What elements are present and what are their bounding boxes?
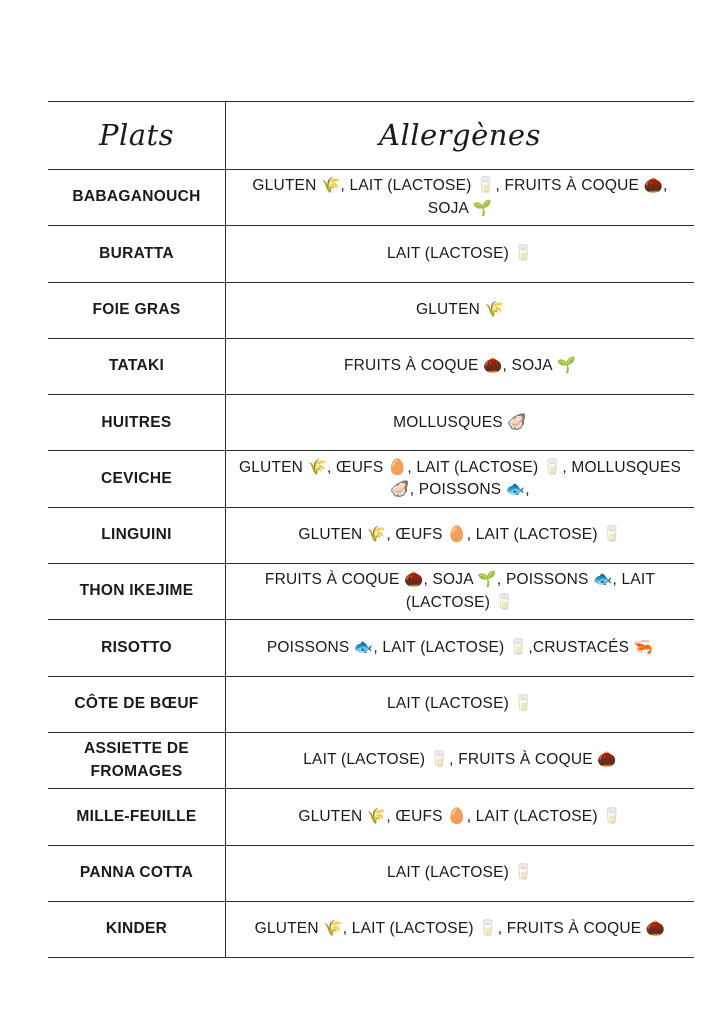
table-row <box>48 451 694 507</box>
allergen-list: LAIT (LACTOSE) 🥛 <box>387 244 533 262</box>
table-row <box>48 846 694 902</box>
dish-name: CEVICHE <box>48 451 226 506</box>
table-row <box>48 395 694 451</box>
allergen-list: POISSONS 🐟, LAIT (LACTOSE) 🥛,CRUSTACÉS 🦐 <box>266 638 654 656</box>
allergen-list: GLUTEN 🌾, LAIT (LACTOSE) 🥛, FRUITS À COQUE 🌰, SOJA 🌱 <box>252 177 668 217</box>
dish-name: BURATTA <box>48 226 226 281</box>
dish-name: CÔTE DE BŒUF <box>48 677 226 732</box>
dish-name: RISOTTO <box>48 620 226 675</box>
dish-name: LINGUINI <box>48 508 226 563</box>
table-row <box>48 226 694 282</box>
allergen-list: LAIT (LACTOSE) 🥛 <box>387 863 533 881</box>
dish-name: MILLE-FEUILLE <box>48 789 226 844</box>
table-row <box>48 620 694 676</box>
table-row <box>48 902 694 958</box>
allergen-list: FRUITS À COQUE 🌰, SOJA 🌱, POISSONS 🐟, LAIT (LACTOSE) 🥛 <box>264 571 656 611</box>
allergen-list: FRUITS À COQUE 🌰, SOJA 🌱 <box>343 357 576 375</box>
dish-name: BABAGANOUCH <box>48 170 226 225</box>
dish-name: FOIE GRAS <box>48 283 226 338</box>
table-header <box>48 102 694 170</box>
table-row <box>48 170 694 226</box>
table-row <box>48 564 694 620</box>
allergen-list: GLUTEN 🌾 <box>415 301 505 318</box>
allergen-list: LAIT (LACTOSE) 🥛, FRUITS À COQUE 🌰 <box>303 751 617 769</box>
allergen-list: GLUTEN 🌾, ŒUFS 🥚, LAIT (LACTOSE) 🥛 <box>298 807 622 825</box>
header-allergens: Allergènes <box>379 118 541 153</box>
dish-name: ASSIETTE DE FROMAGES <box>48 733 226 788</box>
dish-name: HUITRES <box>48 395 226 450</box>
table-row <box>48 508 694 564</box>
table-row <box>48 339 694 395</box>
dish-name: TATAKI <box>48 339 226 394</box>
table-row <box>48 733 694 789</box>
allergen-list: GLUTEN 🌾, ŒUFS 🥚, LAIT (LACTOSE) 🥛, MOLLUSQUES 🦪, POISSONS 🐟, <box>238 458 682 499</box>
allergen-list: MOLLUSQUES 🦪 <box>393 413 527 431</box>
table-row <box>48 789 694 845</box>
allergen-list: GLUTEN 🌾, ŒUFS 🥚, LAIT (LACTOSE) 🥛 <box>298 526 622 544</box>
allergen-list: GLUTEN 🌾, LAIT (LACTOSE) 🥛, FRUITS À COQUE 🌰 <box>254 920 666 938</box>
header-dishes: Plats <box>48 102 226 169</box>
dish-name: PANNA COTTA <box>48 846 226 901</box>
allergen-table <box>48 101 694 958</box>
table-row <box>48 283 694 339</box>
table-row <box>48 677 694 733</box>
dish-name: THON IKEJIME <box>48 564 226 619</box>
allergen-list: LAIT (LACTOSE) 🥛 <box>387 695 533 713</box>
dish-name: KINDER <box>48 902 226 957</box>
